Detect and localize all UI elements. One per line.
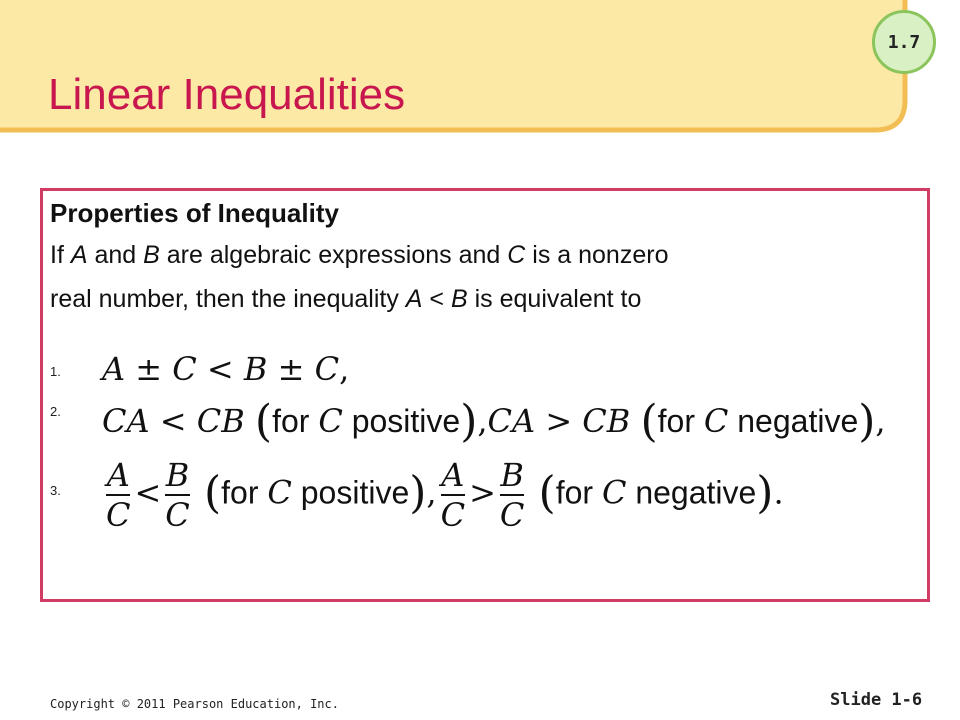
fraction: $\frac{A}{C}$ [440, 456, 466, 534]
slide-title: Linear Inequalities [48, 70, 406, 119]
inequality-formula-2: CA < CB (for C positive),CA > CB (for C negative), [102, 396, 886, 447]
definition-line-2: real number, then the inequality A < B is equivalent to [50, 285, 642, 313]
fraction: $\frac{B}{C}$ [499, 456, 525, 534]
copyright-notice: Copyright © 2011 Pearson Education, Inc. [50, 697, 339, 711]
box-heading: Properties of Inequality [50, 198, 339, 228]
section-badge: 1.7 [872, 10, 936, 74]
item-number-1: 1. [50, 364, 61, 379]
fraction: $\frac{B}{C}$ [165, 456, 190, 534]
definition-line-1: If A and B are algebraic expressions and C is a nonzero [50, 241, 669, 269]
slide-number: Slide 1-6 [830, 690, 923, 710]
inequality-formula-1: A ± C < B ± C, [102, 350, 350, 388]
inequality-formula-3: $\frac{A}{C}$ < $\frac{B}{C}$ (for C positive), $\frac{A}{C}$ > $\frac{B}{C}$ (for C negative). [106, 456, 784, 534]
item-number-3: 3. [50, 483, 61, 498]
fraction: $\frac{A}{C}$ [106, 456, 131, 534]
item-number-2: 2. [50, 404, 61, 419]
